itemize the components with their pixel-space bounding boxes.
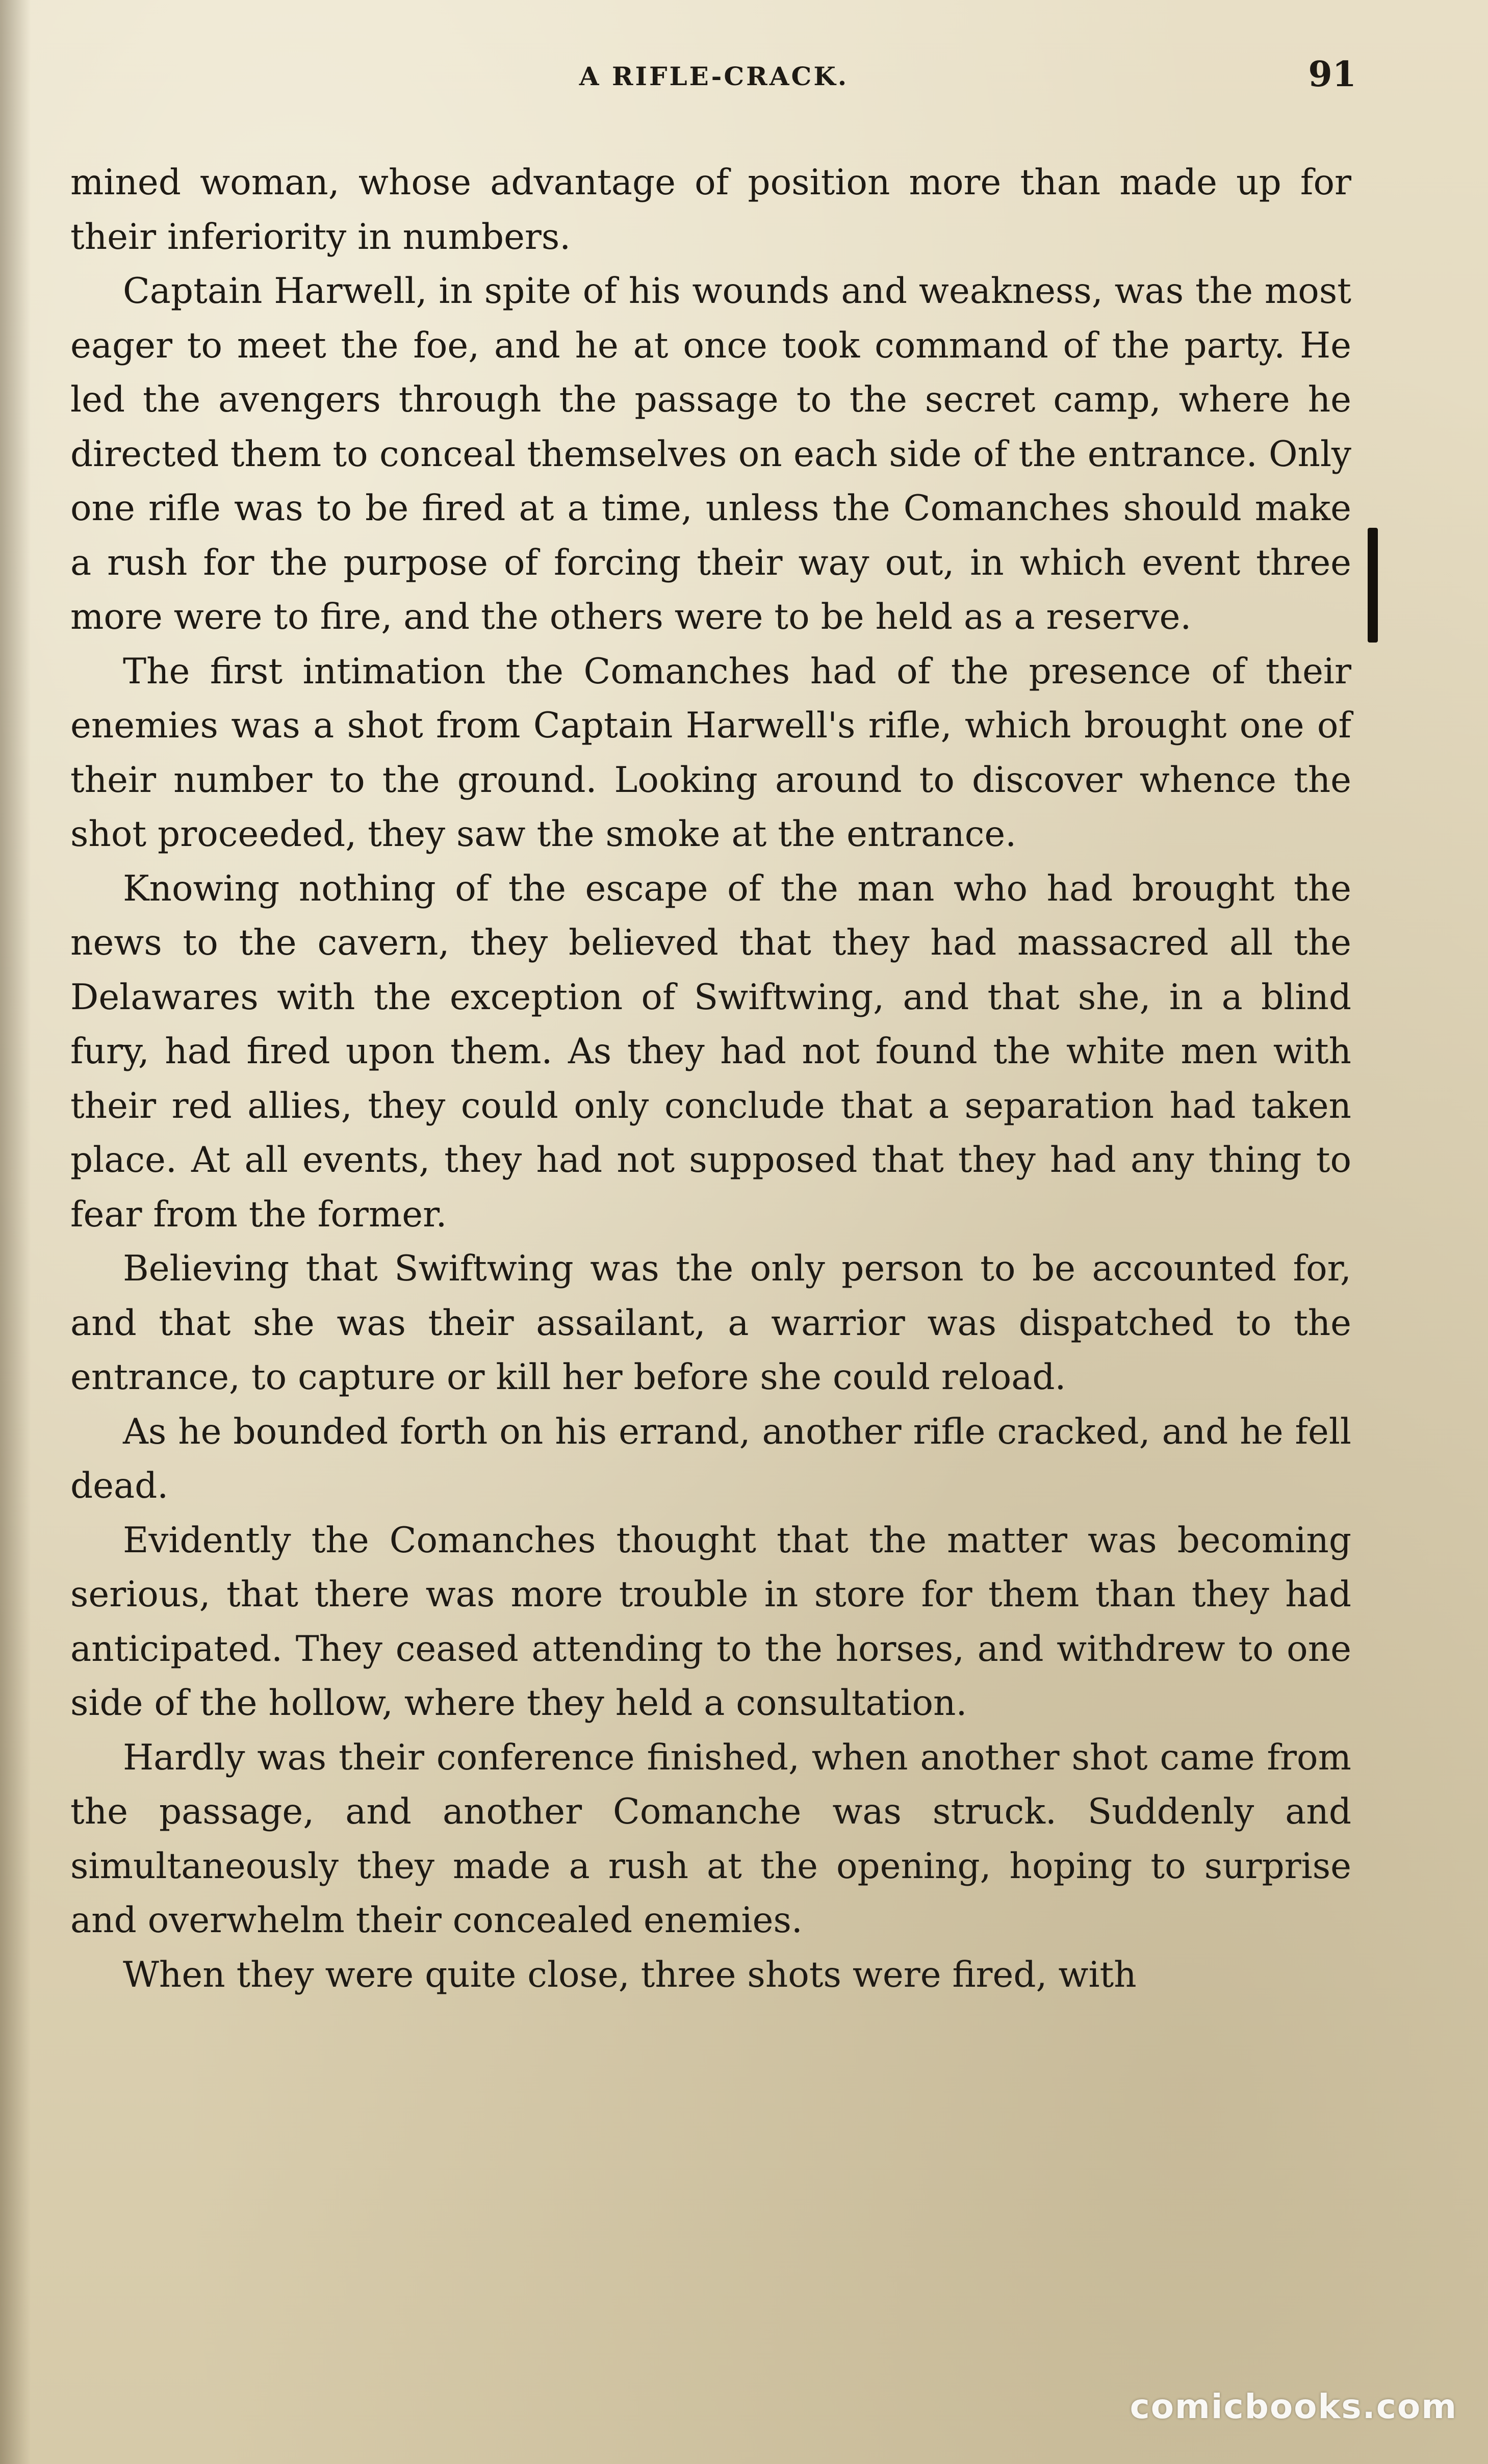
body-text xyxy=(70,156,1351,2002)
paragraph: Evidently the Comanches thought that the matter was becoming serious, that there was more trouble in store for them than they had anticipated. They ceased attending to the horses, and withdrew to one side of the hollow, where they held a consultation. xyxy=(70,1520,1351,1724)
chapter-title: A RIFLE-CRACK. xyxy=(579,61,849,91)
paragraph: As he bounded forth on his errand, another rifle cracked, and he fell dead. xyxy=(70,1411,1351,1506)
paragraph: Knowing nothing of the escape of the man who had brought the news to the cavern, they believed that they had massacred all the Delawares with the exception of Swiftwing, and that she, in a blind fury, had fired upon them. As they had not found the white men with their red allies, they could only conclude that a separation had taken place. At all events, they had not supposed that they had any thing to fear from the former. xyxy=(70,868,1351,1235)
running-head xyxy=(71,56,1356,97)
paragraph: Captain Harwell, in spite of his wounds and weakness, was the most eager to meet the foe, and he at once took command of the party. He led the avengers through the passage to the secret camp, where he directed them to conceal themselves on each side of the entrance. Only one rifle was to be fired at a time, unless the Comanches should make a rush for the purpose of forcing their way out, in which event three more were to fire, and the others were to be held as a reserve. xyxy=(70,271,1351,637)
watermark: comicbooks.com xyxy=(1130,2387,1457,2426)
binding-shadow xyxy=(0,0,31,2464)
paragraph: When they were quite close, three shots were fired, with xyxy=(123,1954,1137,1995)
paragraph: Hardly was their conference finished, when another shot came from the passage, and another Comanche was struck. Suddenly and simultaneously they made a rush at the opening, hoping to surprise and overwhelm their concealed enemies. xyxy=(70,1737,1351,1941)
paragraph: The first intimation the Comanches had of the presence of their enemies was a shot from Captain Harwell's rifle, which brought one of their number to the ground. Looking around to discover whence the shot proceeded, they saw the smoke at the entrance. xyxy=(70,651,1351,855)
ink-mark xyxy=(1368,528,1378,643)
page-number: 91 xyxy=(1308,54,1356,95)
paragraph: Believing that Swiftwing was the only person to be accounted for, and that she was their assailant, a warrior was dispatched to the entrance, to capture or kill her before she could reload. xyxy=(70,1248,1351,1398)
paragraph: mined woman, whose advantage of position more than made up for their inferiority in numbers. xyxy=(70,162,1351,258)
